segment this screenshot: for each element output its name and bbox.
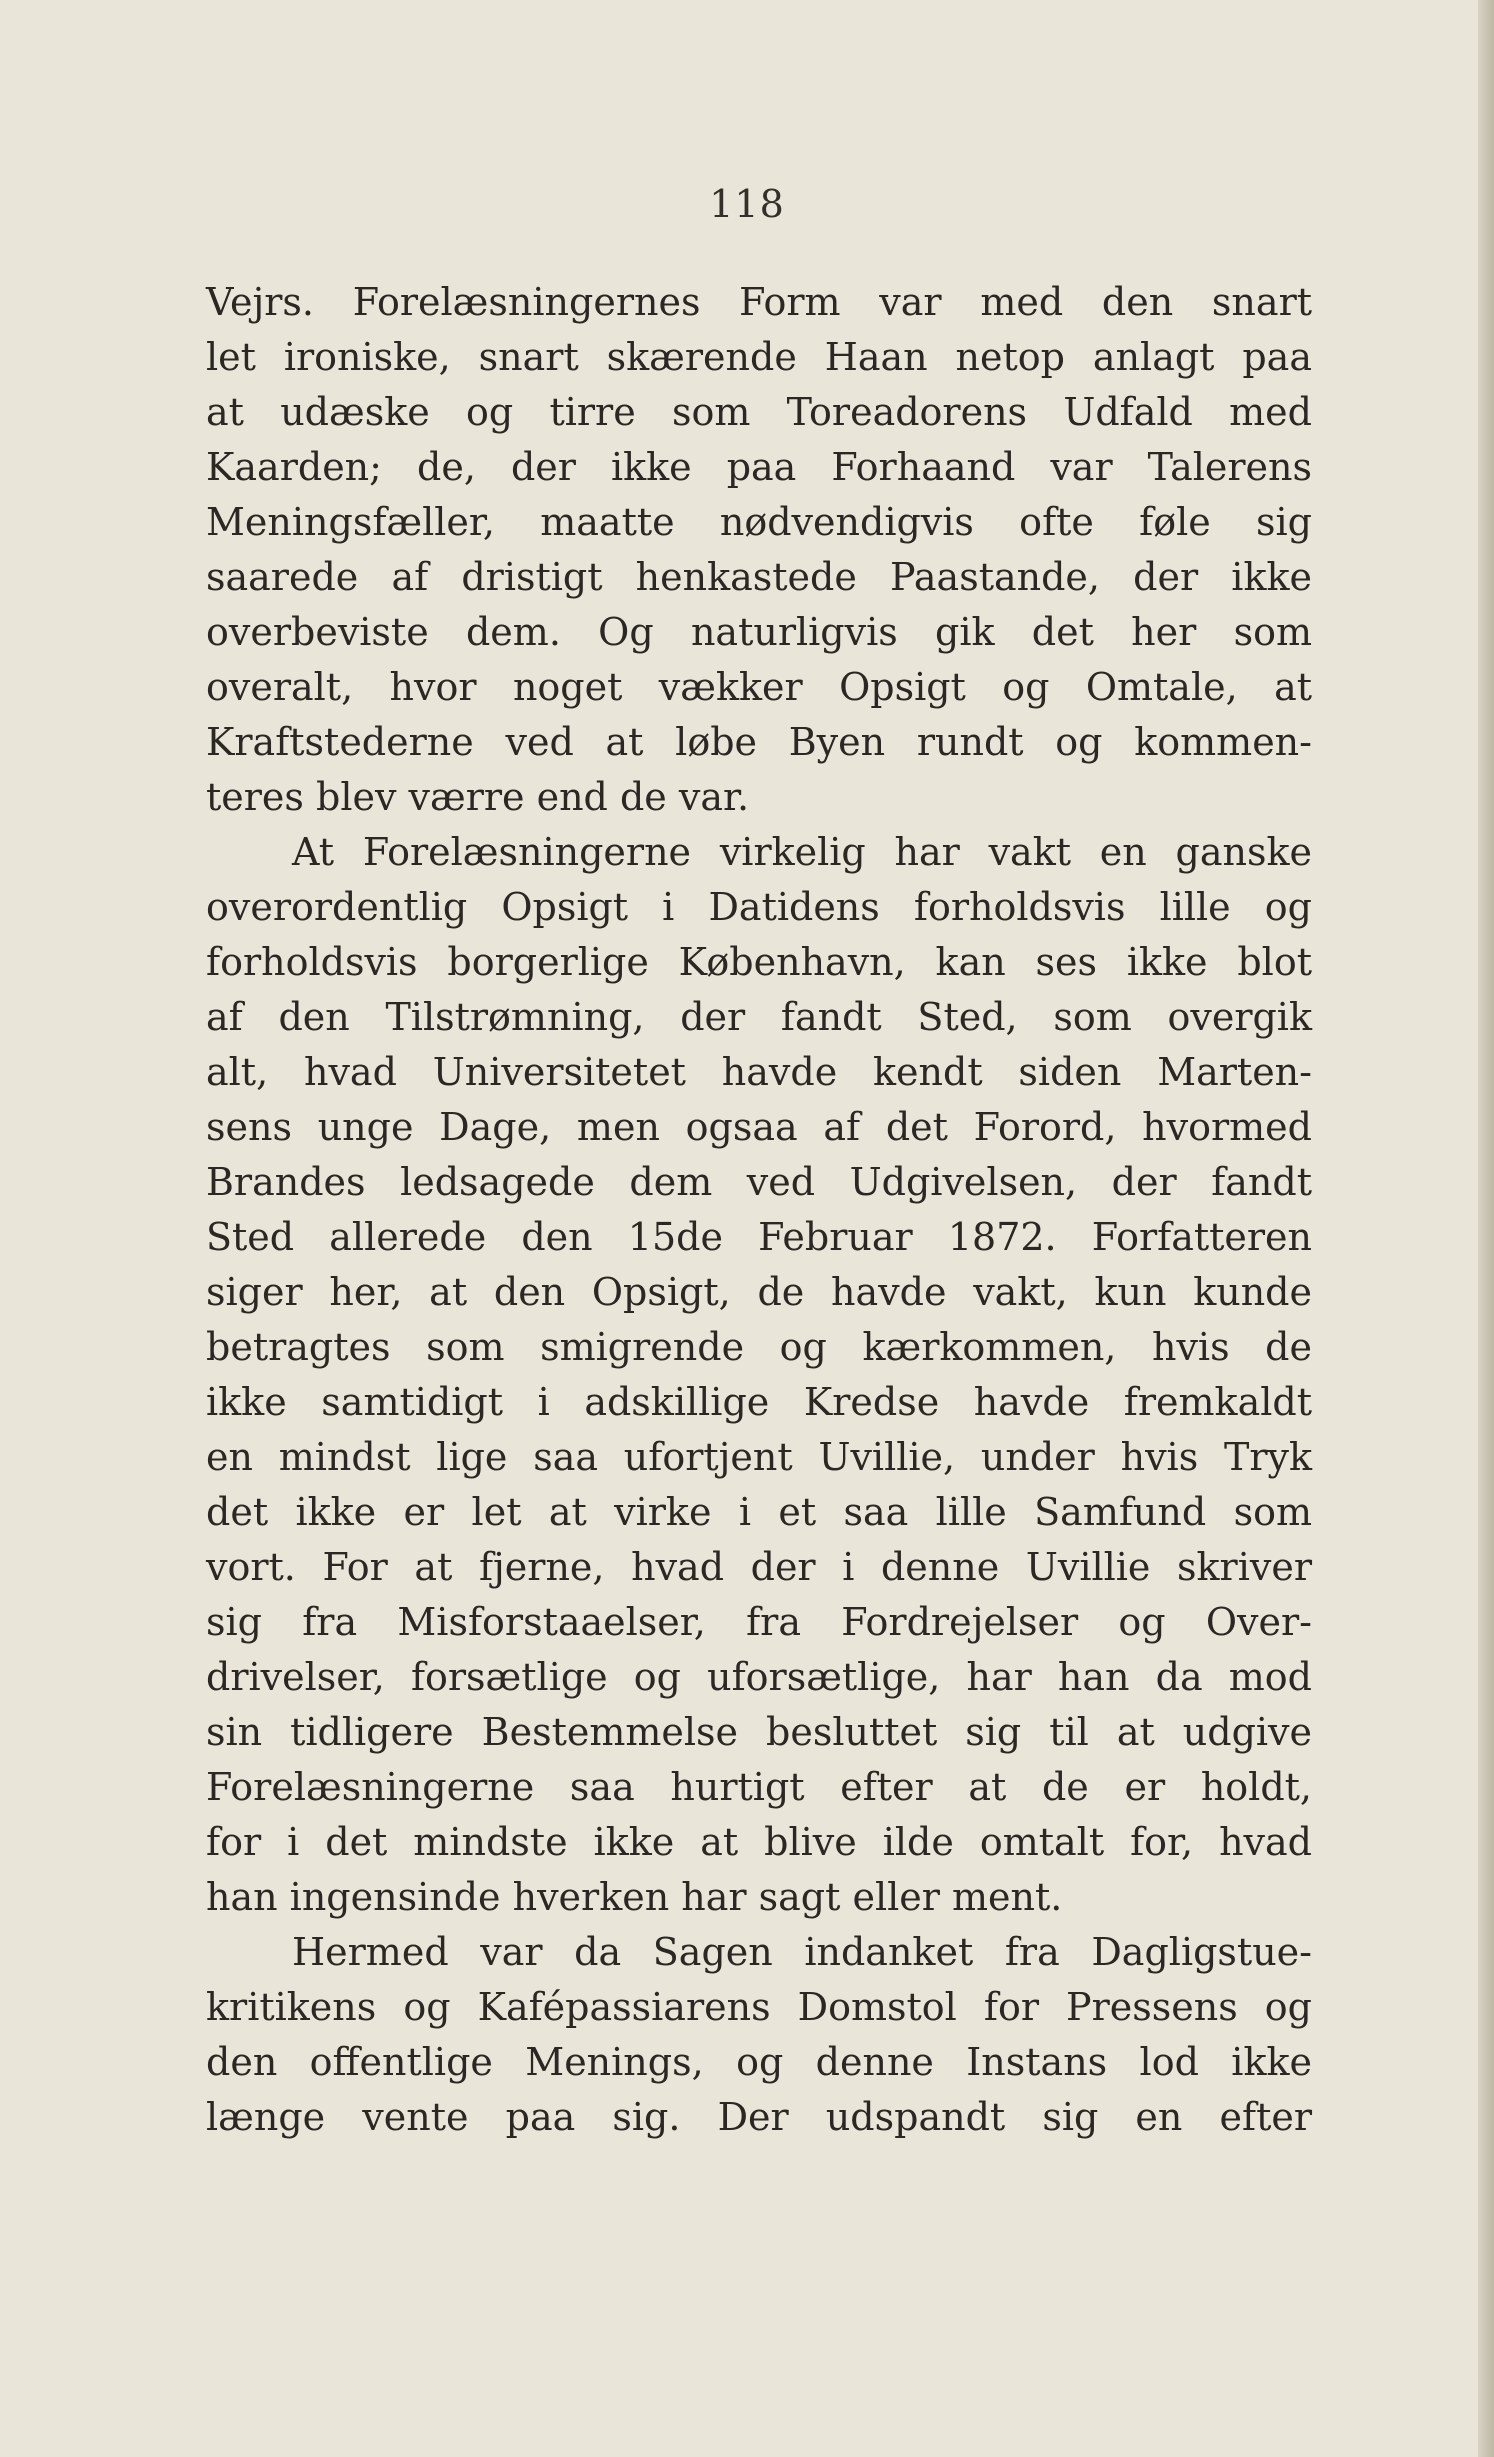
text-line: det ikke er let at virke i et saa lille Samfund som <box>206 1490 1312 1534</box>
text-line: Kraftstederne ved at løbe Byen rundt og kommen- <box>206 720 1312 764</box>
page-edge <box>1478 0 1494 2457</box>
text-line: en mindst lige saa ufortjent Uvillie, under hvis Tryk <box>206 1435 1312 1479</box>
text-line: Kaarden; de, der ikke paa Forhaand var Talerens <box>206 445 1312 489</box>
text-line: let ironiske, snart skærende Haan netop anlagt paa <box>206 335 1312 379</box>
text-line: betragtes som smigrende og kærkommen, hvis de <box>206 1325 1312 1369</box>
text-line: alt, hvad Universitetet havde kendt siden Marten- <box>206 1050 1312 1094</box>
text-line: Hermed var da Sagen indanket fra Dagligstue- <box>292 1930 1312 1974</box>
text-line: Forelæsningerne saa hurtigt efter at de er holdt, <box>206 1765 1312 1809</box>
text-line: længe vente paa sig. Der udspandt sig en efter <box>206 2095 1312 2139</box>
text-line: sin tidligere Bestemmelse besluttet sig til at udgive <box>206 1710 1312 1754</box>
text-line: kritikens og Kafépassiarens Domstol for Pressens og <box>206 1985 1312 2029</box>
text-line: Sted allerede den 15de Februar 1872. Forfatteren <box>206 1215 1312 1259</box>
text-line: sig fra Misforstaaelser, fra Fordrejelser og Over- <box>206 1600 1312 1644</box>
text-line: Brandes ledsagede dem ved Udgivelsen, der fandt <box>206 1160 1312 1204</box>
text-line: saarede af dristigt henkastede Paastande, der ikke <box>206 555 1312 599</box>
text-line: han ingensinde hverken har sagt eller ment. <box>206 1875 1063 1919</box>
text-line: overalt, hvor noget vækker Opsigt og Omtale, at <box>206 665 1312 709</box>
text-line: af den Tilstrømning, der fandt Sted, som overgik <box>206 995 1312 1039</box>
text-line: vort. For at fjerne, hvad der i denne Uvillie skriver <box>206 1545 1312 1589</box>
text-line: siger her, at den Opsigt, de havde vakt, kun kunde <box>206 1270 1312 1314</box>
text-line: den offentlige Menings, og denne Instans lod ikke <box>206 2040 1312 2084</box>
text-line: for i det mindste ikke at blive ilde omtalt for, hvad <box>206 1820 1312 1864</box>
text-line: Vejrs. Forelæsningernes Form var med den snart <box>206 280 1312 324</box>
text-line: At Forelæsningerne virkelig har vakt en ganske <box>292 830 1312 874</box>
text-line: ikke samtidigt i adskillige Kredse havde fremkaldt <box>206 1380 1312 1424</box>
text-line: drivelser, forsætlige og uforsætlige, har han da mod <box>206 1655 1312 1699</box>
text-line: overbeviste dem. Og naturligvis gik det her som <box>206 610 1312 654</box>
text-line: overordentlig Opsigt i Datidens forholdsvis lille og <box>206 885 1312 929</box>
page-number: 118 <box>709 182 785 226</box>
text-line: Meningsfæller, maatte nødvendigvis ofte føle sig <box>206 500 1312 544</box>
text-line: sens unge Dage, men ogsaa af det Forord, hvormed <box>206 1105 1312 1149</box>
text-line: forholdsvis borgerlige København, kan ses ikke blot <box>206 940 1312 984</box>
text-line: teres blev værre end de var. <box>206 775 750 819</box>
body-text <box>206 275 1312 2145</box>
text-line: at udæske og tirre som Toreadorens Udfald med <box>206 390 1312 434</box>
